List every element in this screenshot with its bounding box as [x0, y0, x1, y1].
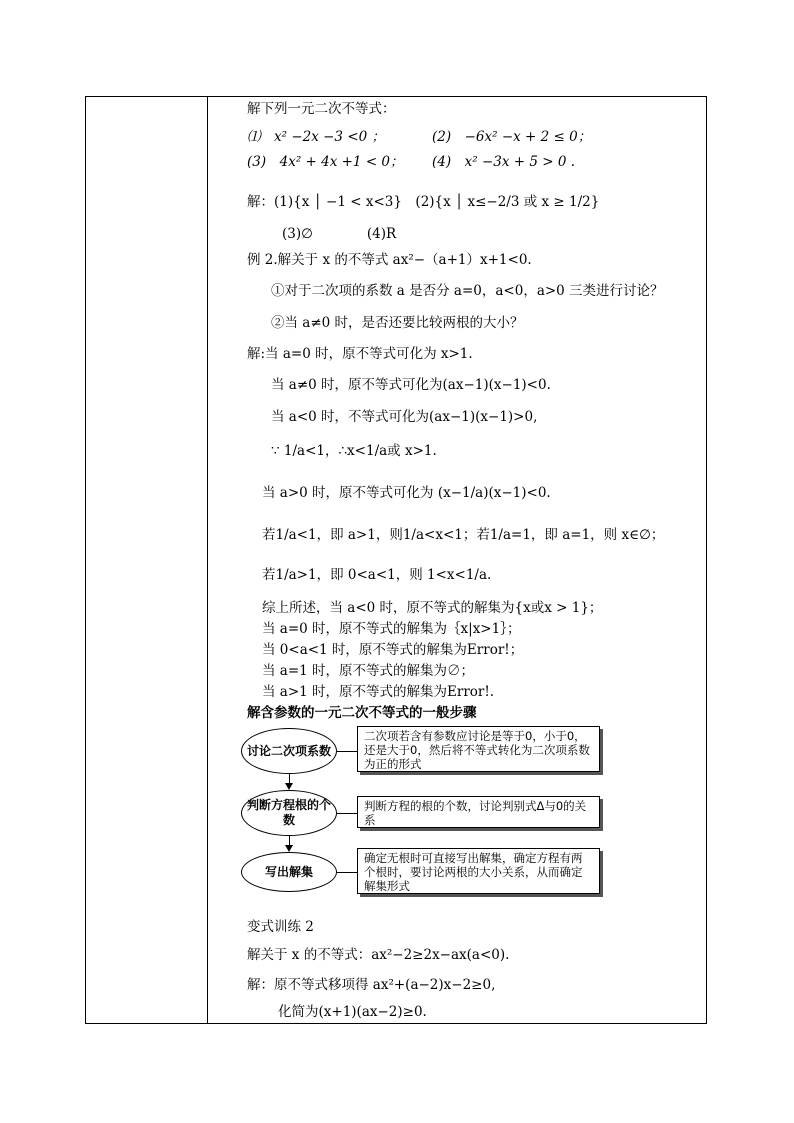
section-heading: 解含参数的一元二次不等式的一般步骤: [247, 705, 477, 721]
text-line: 解关于 x 的不等式：ax²−2≥2x−ax(a<0).: [247, 947, 510, 963]
text-line: (3) 4x² + 4x +1 < 0；: [247, 154, 404, 170]
arrow-down-icon: [285, 845, 293, 852]
text-line: 变式训练 2: [247, 919, 314, 935]
text-line: 若1/a<1，即 a>1，则1/a<x<1；若1/a=1，即 a=1，则 x∈∅；: [262, 527, 665, 543]
text-line: ①对于二次项的系数 a 是否分 a=0，a<0，a>0 三类进行讨论？: [271, 283, 664, 299]
text-line: 化简为(x+1)(ax−2)≥0.: [278, 1004, 427, 1020]
text-line: 当 0<a<1 时，原不等式的解集为Error!；: [262, 642, 524, 658]
text-line: 当 a=1 时，原不等式的解集为∅；: [262, 663, 475, 679]
flow-connector: [337, 751, 357, 752]
text-line: 解：(1){x │ −1 < x<3} (2){x │ x≤−2/3 或 x ≥ 1/2}: [247, 194, 600, 210]
text-line: 例 2.解关于 x 的不等式 ax²−（a+1）x+1<0.: [247, 252, 532, 268]
text-line: 当 a=0 时，原不等式的解集为｛x|x>1｝；: [262, 621, 521, 637]
flow-note-3: 确定无根时可直接写出解集，确定方程有两个根时，要讨论两根的大小关系，从而确定解集形式: [357, 848, 600, 894]
text-line: ②当 a≠0 时，是否还要比较两根的大小？: [271, 315, 524, 331]
text-line: 解下列一元二次不等式：: [247, 101, 396, 117]
flow-connector: [337, 872, 357, 873]
flow-connector: [337, 813, 357, 814]
text-line: ∵ 1/a<1，∴x<1/a或 x>1.: [271, 443, 437, 459]
text-line: 综上所述，当 a<0 时，原不等式的解集为{x或x > 1}；: [262, 600, 603, 616]
flow-step-3: 写出解集: [241, 852, 337, 892]
arrow-down-icon: [285, 783, 293, 790]
text-line: 若1/a>1，即 0<a<1，则 1<x<1/a.: [262, 567, 492, 583]
text-line: 解：原不等式移项得 ax²+(a−2)x−2≥0,: [247, 977, 496, 993]
flow-step-2: 判断方程根的个数: [241, 790, 337, 836]
text-line: 当 a≠0 时，原不等式可化为(ax−1)(x−1)<0.: [271, 377, 551, 393]
flow-note-2: 判断方程的根的个数，讨论判别式Δ与0的关系: [357, 796, 600, 828]
text-line: 当 a>1 时，原不等式的解集为Error!.: [262, 684, 495, 700]
flow-note-1: 二次项若含有参数应讨论是等于0，小于0，还是大于0，然后将不等式转化为二次项系数为正的形式: [357, 726, 600, 772]
text-line: ⑴ x² −2x −3 <0 ；: [247, 129, 386, 145]
text-line: 当 a>0 时，原不等式可化为 (x−1/a)(x−1)<0.: [262, 485, 551, 501]
text-line: (2) −6x² −x + 2 ≤ 0；: [432, 129, 592, 145]
flow-step-1: 讨论二次项系数: [241, 728, 337, 774]
column-divider: [207, 97, 208, 1023]
text-line: 当 a<0 时，不等式可化为(ax−1)(x−1)>0,: [271, 409, 538, 425]
text-line: (3)∅ (4)R: [282, 226, 397, 242]
text-line: (4) x² −3x + 5 > 0 .: [432, 154, 576, 170]
text-line: 解:当 a=0 时，原不等式可化为 x>1.: [247, 346, 473, 362]
